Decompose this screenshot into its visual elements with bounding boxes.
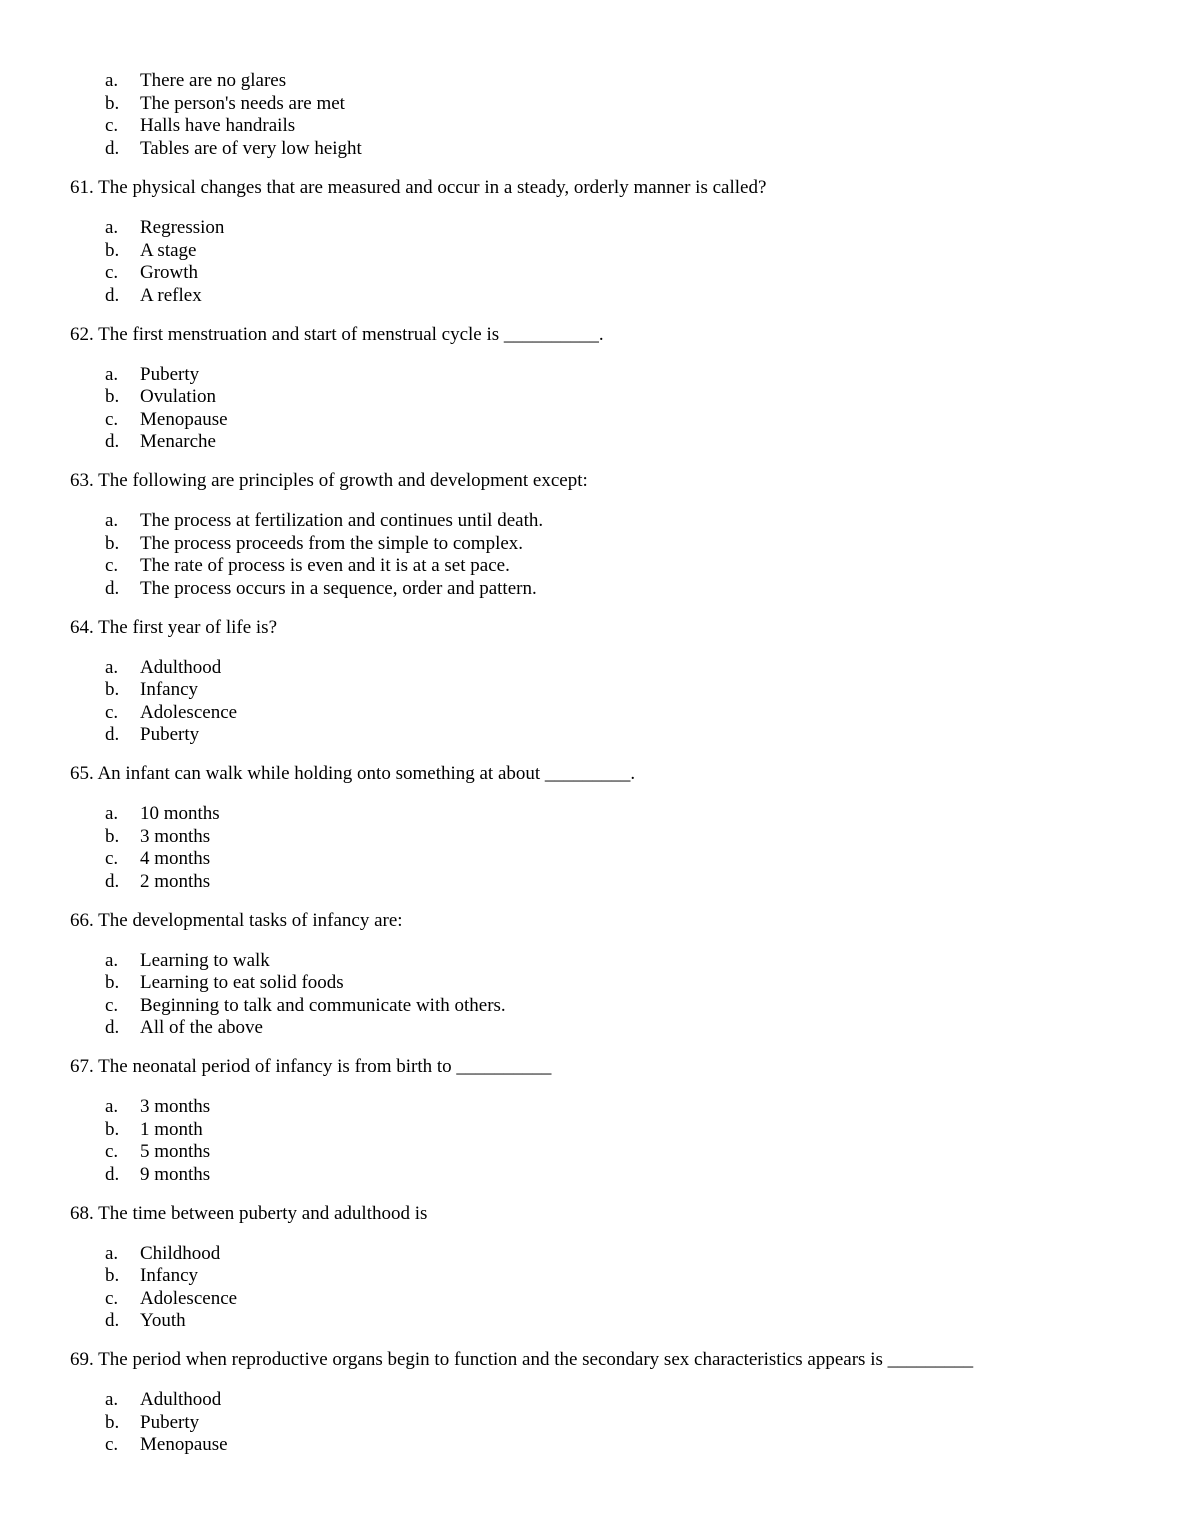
option-item [0,995,700,1017]
option-item [0,93,700,115]
option-item [0,1412,700,1434]
question-text: 64. The first year of life is? [70,616,277,638]
option-letter: d. [105,870,120,892]
option-text: 9 months [140,1163,211,1185]
option-item [0,409,700,431]
option-letter: b. [105,1265,120,1286]
option-text: The process at fertilization and continues until death. [140,510,544,531]
option-item [0,1265,700,1287]
option-item [0,115,700,137]
option-letter: c. [105,848,119,869]
option-letter: c. [105,262,119,283]
option-item [0,950,700,972]
option-text: There are no glares [140,70,287,91]
option-item [0,510,700,532]
option-letter: a. [105,949,119,971]
question-text: 61. The physical changes that are measured and occur in a steady, orderly manner is called? [70,177,767,198]
option-text: 3 months [140,1096,211,1117]
option-item [0,972,700,994]
question-text: 68. The time between puberty and adulthood is [70,1202,428,1224]
option-text: Ovulation [140,386,216,407]
option-text: All of the above [140,1017,263,1038]
option-text: Adulthood [140,656,222,678]
option-text: Childhood [140,1242,221,1264]
option-text: 5 months [140,1141,211,1162]
option-text: Adolescence [140,1287,238,1309]
option-item [0,657,700,679]
option-item [0,803,700,825]
option-text: 4 months [140,848,211,869]
option-text: Growth [140,262,199,283]
option-letter: c. [105,408,119,430]
option-text: The rate of process is even and it is at a set pace. [140,555,510,576]
option-letter: b. [105,1411,120,1433]
option-letter: d. [105,431,120,452]
question-text: 65. An infant can walk while holding onto something at about _________. [70,763,636,784]
option-item [0,138,700,160]
option-letter: d. [105,577,120,599]
option-letter: a. [105,217,119,238]
option-text: Regression [140,217,225,238]
option-letter: a. [105,803,119,824]
option-letter: d. [105,284,120,306]
option-text: Menopause [140,408,228,430]
option-letter: a. [105,1096,119,1117]
option-text: 10 months [140,803,220,824]
option-letter: a. [105,1389,119,1410]
option-item [0,240,700,262]
option-letter: c. [105,1141,119,1162]
option-text: A reflex [140,284,202,306]
option-item [0,1017,700,1039]
question-text: 66. The developmental tasks of infancy are: [70,909,403,931]
question-text: 63. The following are principles of growth and development except: [70,470,588,491]
option-text: Adolescence [140,701,238,723]
option-letter: c. [105,994,119,1016]
option-letter: a. [105,656,119,678]
option-item [0,1243,700,1265]
option-text: Tables are of very low height [140,137,362,159]
option-letter: a. [105,363,119,385]
option-item [0,702,700,724]
option-item [0,1434,700,1456]
option-item [0,826,700,848]
option-item [0,217,700,239]
option-text: 1 month [140,1118,203,1140]
option-item [0,364,700,386]
option-text: Learning to eat solid foods [140,972,344,993]
option-text: Halls have handrails [140,115,296,136]
option-text: Puberty [140,363,200,385]
option-letter: a. [105,70,119,91]
question-text: 67. The neonatal period of infancy is from birth to __________ [70,1056,552,1077]
option-item [0,1310,700,1332]
option-text: Adulthood [140,1389,222,1410]
option-letter: a. [105,1242,119,1264]
option-letter: c. [105,701,119,723]
option-text: 2 months [140,870,211,892]
option-letter: a. [105,510,119,531]
option-letter: b. [105,386,120,407]
option-text: Infancy [140,679,199,700]
option-text: 3 months [140,825,211,847]
question-text: 62. The first menstruation and start of menstrual cycle is __________. [70,323,604,345]
option-text: Learning to walk [140,949,270,971]
option-text: A stage [140,239,197,261]
option-text: Beginning to talk and communicate with others. [140,994,506,1016]
option-text: Menopause [140,1434,228,1455]
option-letter: b. [105,92,120,114]
option-letter: c. [105,115,119,136]
option-letter: c. [105,1287,119,1309]
option-letter: b. [105,679,120,700]
option-letter: b. [105,825,120,847]
option-letter: b. [105,239,120,261]
option-text: The process proceeds from the simple to complex. [140,532,524,554]
option-text: Menarche [140,431,216,452]
option-item [0,578,700,600]
option-item [0,431,700,453]
option-text: Puberty [140,1411,200,1433]
option-item [0,262,700,284]
option-letter: b. [105,532,120,554]
option-text: The person's needs are met [140,92,345,114]
option-text: The process occurs in a sequence, order and pattern. [140,577,537,599]
option-letter: b. [105,1118,120,1140]
option-item [0,70,700,92]
option-letter: d. [105,724,120,745]
option-text: Infancy [140,1265,199,1286]
option-letter: d. [105,137,120,159]
option-letter: d. [105,1310,120,1331]
option-item [0,285,700,307]
option-item [0,871,700,893]
option-item [0,1389,700,1411]
option-letter: d. [105,1163,120,1185]
option-item [0,1288,700,1310]
option-text: Youth [140,1310,186,1331]
option-text: Puberty [140,724,200,745]
option-item [0,555,700,577]
option-item [0,848,700,870]
option-item [0,386,700,408]
option-item [0,533,700,555]
option-item [0,1164,700,1186]
option-item [0,1141,700,1163]
option-letter: c. [105,555,119,576]
question-text: 69. The period when reproductive organs begin to function and the secondary sex characteristics appears is _________ [70,1349,974,1370]
option-letter: d. [105,1017,120,1038]
option-item [0,679,700,701]
option-item [0,1119,700,1141]
option-letter: b. [105,972,120,993]
option-item [0,1096,700,1118]
option-item [0,724,700,746]
option-letter: c. [105,1434,119,1455]
